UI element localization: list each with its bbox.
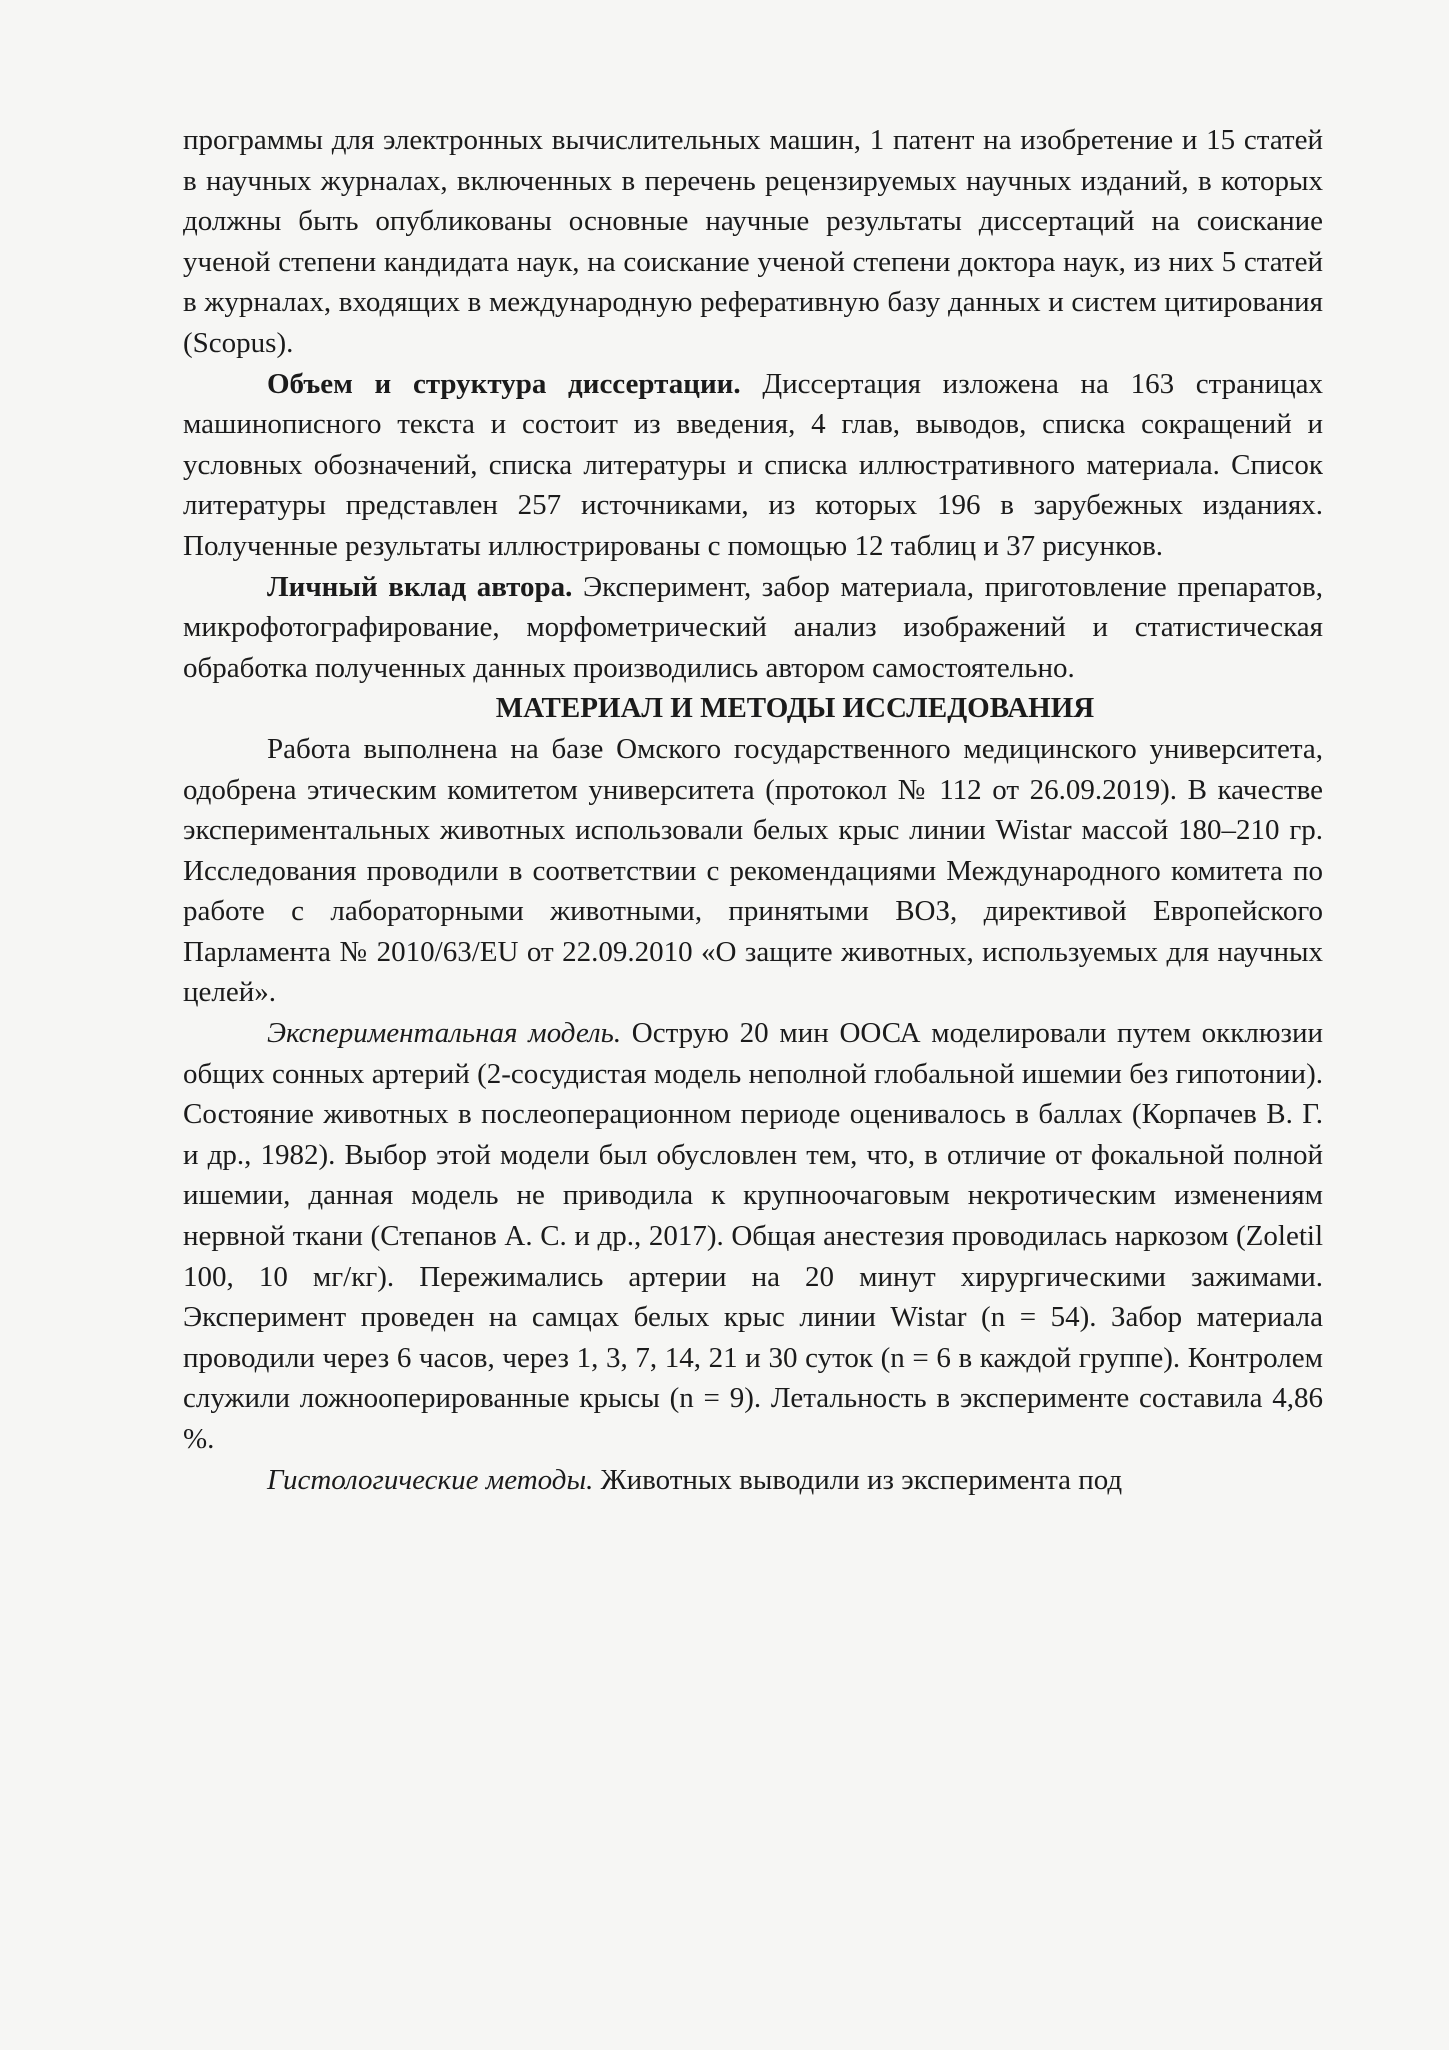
structure-lead: Объем и структура диссертации.	[267, 367, 741, 400]
model-body: Острую 20 мин ООСА моделировали путем окклюзии общих сонных артерий (2-сосудистая модель неполной глобальной ишемии без гипотонии). Состояние животных в послеоперационном периоде оценивалось в баллах (Корпачев В. Г. и др., 1982). Выбор этой модели был обусловлен тем, что, в отличие от фокальной полной ишемии, данная модель не приводила к крупноочаговым некротическим изменениям нервной ткани (Степанов А. С. и др., 2017). Общая анестезия проводилась наркозом (Zoletil 100, 10 мг/кг). Пережимались артерии на 20 минут хирургическими зажимами. Эксперимент проведен на самцах белых крыс линии Wistar (n = 54). Забор материала проводили через 6 часов, через 1, 3, 7, 14, 21 и 30 суток (n = 6 в каждой группе). Контролем служили ложнооперированные крысы (n = 9). Летальность в эксперименте составила 4,86 %.	[183, 1017, 1323, 1455]
histology-lead: Гистологические методы.	[267, 1463, 594, 1496]
structure-body: Диссертация изложена на 163 страницах машинописного текста и состоит из введения, 4 глав, выводов, списка сокращений и условных обозначений, списка литературы и списка иллюстративного материала. Список литературы представлен 257 источниками, из которых 196 в зарубежных изданиях. Полученные результаты иллюстрированы с помощью 12 таблиц и 37 рисунков.	[183, 367, 1323, 562]
paragraph-experimental-model	[183, 1013, 1323, 1460]
paragraph-histological-methods	[183, 1460, 1323, 1501]
paragraph-author-contribution	[183, 567, 1323, 689]
model-lead: Экспериментальная модель.	[267, 1017, 622, 1050]
paragraph-publications: программы для электронных вычислительных машин, 1 патент на изобретение и 15 статей в научных журналах, включенных в перечень рецензируемых научных изданий, в которых должны быть опубликованы основные научные результаты диссертаций на соискание ученой степени кандидата наук, на соискание ученой степени доктора наук, из них 5 статей в журналах, входящих в международную реферативную базу данных и систем цитирования (Scopus).	[183, 124, 1323, 359]
paragraph-dissertation-structure	[183, 364, 1323, 567]
contribution-lead: Личный вклад автора.	[267, 570, 573, 603]
contribution-body: Эксперимент, забор материала, приготовление препаратов, микрофотографирование, морфометрический анализ изображений и статистическая обработка полученных данных производились автором самостоятельно.	[183, 570, 1323, 684]
paragraph-study-base: Работа выполнена на базе Омского государственного медицинского университета, одобрена этическим комитетом университета (протокол № 112 от 26.09.2019). В качестве экспериментальных животных использовали белых крыс линии Wistar массой 180–210 гр. Исследования проводили в соответствии с рекомендациями Международного комитета по работе с лабораторными животными, принятыми ВОЗ, директивой Европейского Парламента № 2010/63/EU от 22.09.2010 «О защите животных, используемых для научных целей».	[183, 732, 1323, 1009]
document-text	[183, 120, 1323, 1500]
histology-body: Животных выводили из эксперимента под	[593, 1463, 1123, 1496]
section-heading-materials-methods: МАТЕРИАЛ И МЕТОДЫ ИССЛЕДОВАНИЯ	[495, 692, 1095, 725]
